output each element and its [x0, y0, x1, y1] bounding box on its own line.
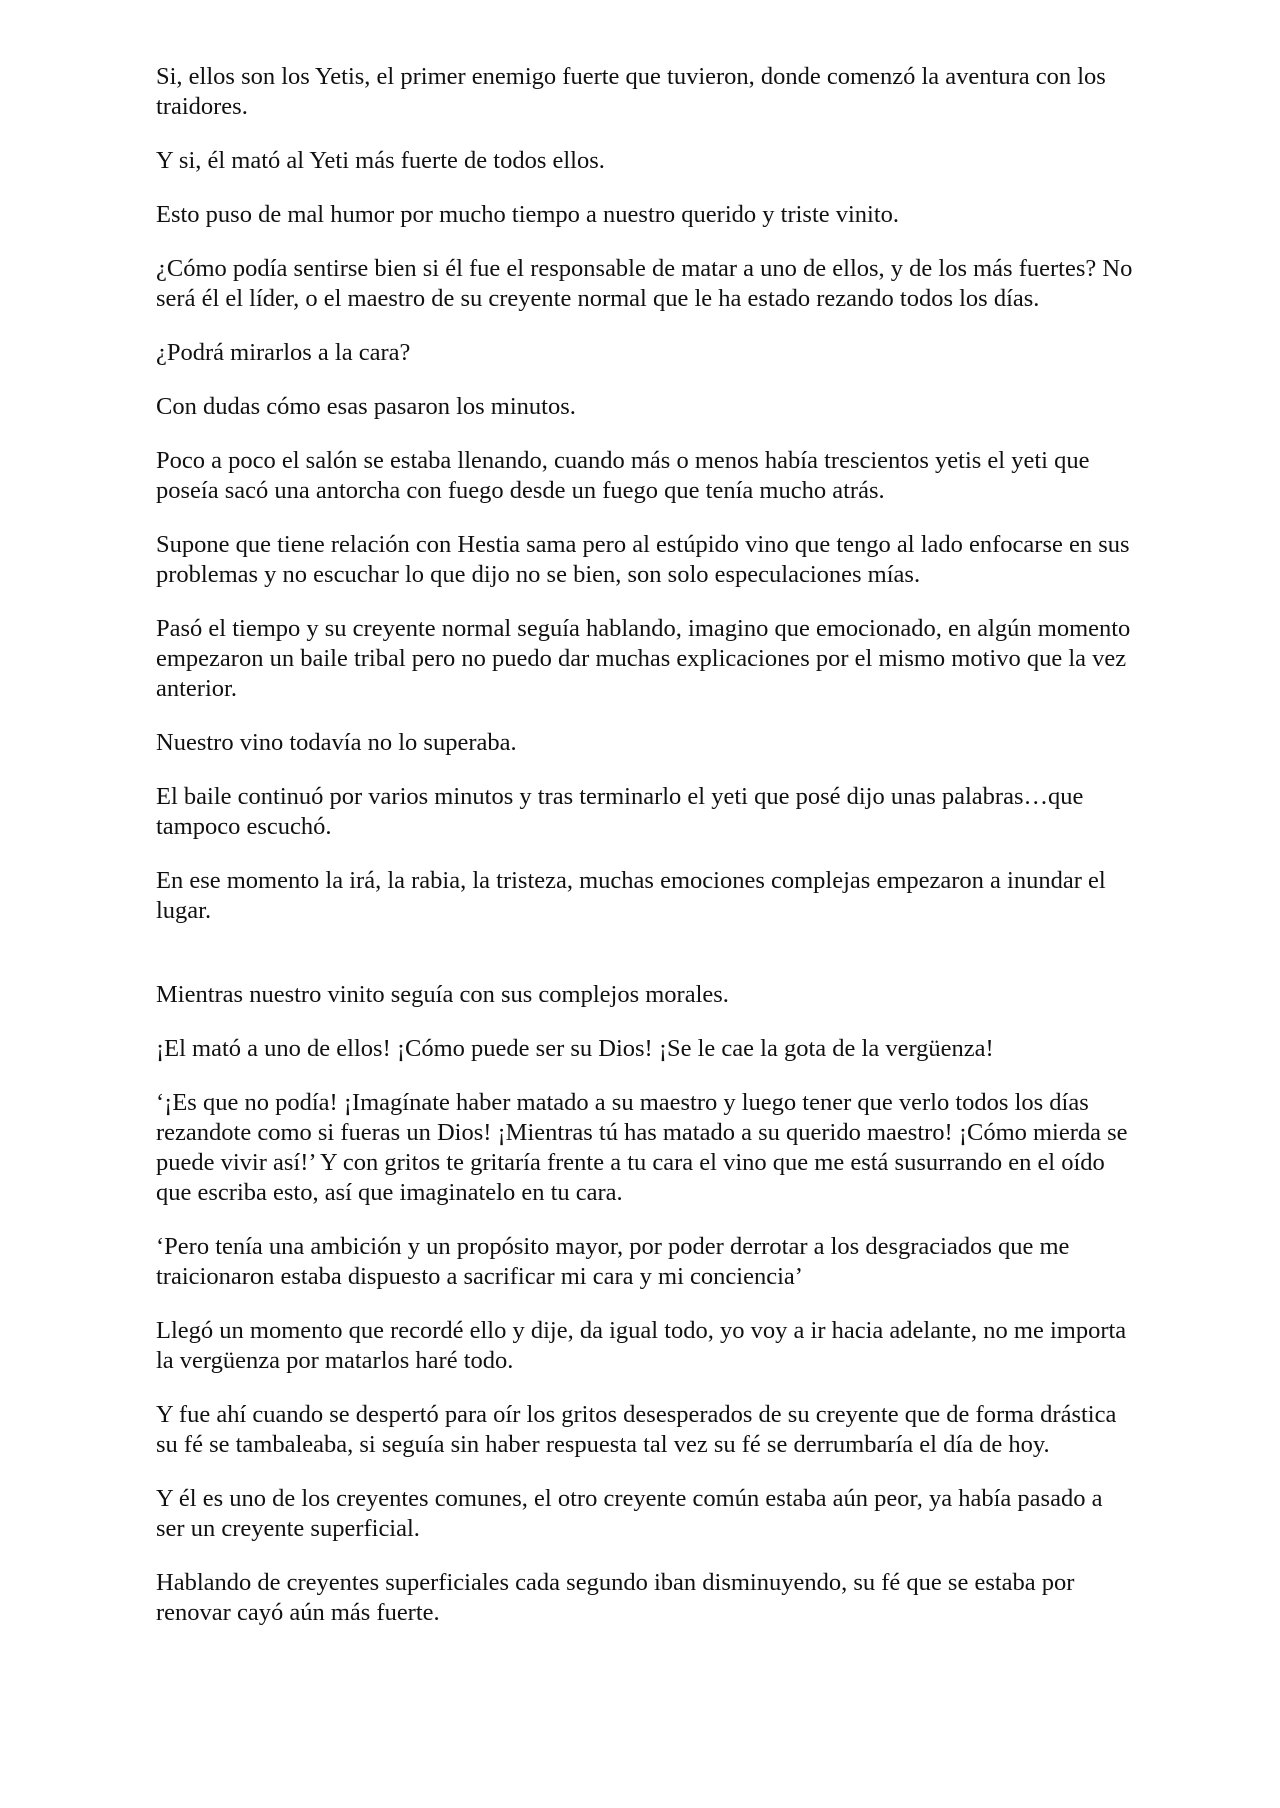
paragraph: Llegó un momento que recordé ello y dije, da igual todo, yo voy a ir hacia adelante, no me importa la vergüenza por matarlos haré todo. — [156, 1317, 1127, 1374]
paragraph: Mientras nuestro vinito seguía con sus complejos morales. — [156, 981, 729, 1008]
paragraph: Pasó el tiempo y su creyente normal seguía hablando, imagino que emocionado, en algún momento empezaron un baile tribal pero no puedo dar muchas explicaciones por el mismo motivo que la vez anterior. — [156, 615, 1131, 702]
paragraph: Hablando de creyentes superficiales cada segundo iban disminuyendo, su fé que se estaba por renovar cayó aún más fuerte. — [156, 1569, 1075, 1626]
paragraph: Y él es uno de los creyentes comunes, el otro creyente común estaba aún peor, ya había pasado a ser un creyente superficial. — [156, 1485, 1103, 1542]
paragraph: Con dudas cómo esas pasaron los minutos. — [156, 393, 576, 420]
paragraph: Supone que tiene relación con Hestia sama pero al estúpido vino que tengo al lado enfocarse en sus problemas y no escuchar lo que dijo no se bien, son solo especulaciones mías. — [156, 531, 1130, 588]
paragraph: ¡El mató a uno de ellos! ¡Cómo puede ser su Dios! ¡Se le cae la gota de la vergüenza! — [156, 1035, 994, 1062]
paragraph: Nuestro vino todavía no lo superaba. — [156, 729, 517, 756]
paragraph: Poco a poco el salón se estaba llenando, cuando más o menos había trescientos yetis el yeti que poseía sacó una antorcha con fuego desde un fuego que tenía mucho atrás. — [156, 447, 1090, 504]
paragraph: Y si, él mató al Yeti más fuerte de todos ellos. — [156, 147, 605, 174]
document-page — [156, 62, 1136, 1652]
paragraph: Esto puso de mal humor por mucho tiempo a nuestro querido y triste vinito. — [156, 201, 900, 228]
paragraph: ¿Podrá mirarlos a la cara? — [156, 339, 411, 366]
paragraph: En ese momento la irá, la rabia, la tristeza, muchas emociones complejas empezaron a inundar el lugar. — [156, 867, 1106, 924]
paragraph: Y fue ahí cuando se despertó para oír los gritos desesperados de su creyente que de forma drástica su fé se tambaleaba, si seguía sin haber respuesta tal vez su fé se derrumbaría el día de hoy. — [156, 1401, 1117, 1458]
paragraph: El baile continuó por varios minutos y tras terminarlo el yeti que posé dijo unas palabras…que tampoco escuchó. — [156, 783, 1084, 840]
paragraph: Si, ellos son los Yetis, el primer enemigo fuerte que tuvieron, donde comenzó la aventura con los traidores. — [156, 63, 1106, 120]
paragraph: ‘¡Es que no podía! ¡Imagínate haber matado a su maestro y luego tener que verlo todos los días rezandote como si fueras un Dios! ¡Mientras tú has matado a su querido maestro! ¡Cómo mierda se puede vivir así!’ Y con gritos te gritaría frente a tu cara el vino que me está susurrando en el oído que escriba esto, así que imaginatelo en tu cara. — [156, 1089, 1128, 1206]
paragraph: ¿Cómo podía sentirse bien si él fue el responsable de matar a uno de ellos, y de los más fuertes? No será él el líder, o el maestro de su creyente normal que le ha estado rezando todos los días. — [156, 255, 1133, 312]
paragraph: ‘Pero tenía una ambición y un propósito mayor, por poder derrotar a los desgraciados que me traicionaron estaba dispuesto a sacrificar mi cara y mi conciencia’ — [156, 1233, 1070, 1290]
